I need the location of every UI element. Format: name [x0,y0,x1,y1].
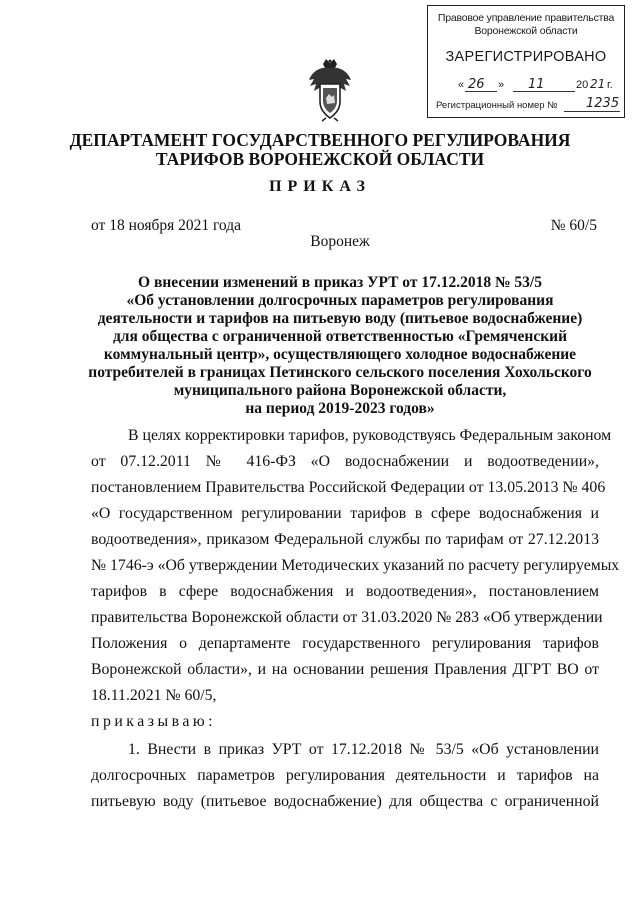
title-line: потребителей в границах Петинского сельского поселения Хохольского [88,364,592,381]
title-line: муниципального района Воронежской области, [173,382,507,399]
order-number: № 60/5 [550,217,597,234]
item-line: питьевую воду (питьевое водоснабжение) для общества с ограниченной [91,793,599,810]
department-name-line-1: ДЕПАРТАМЕНТ ГОСУДАРСТВЕННОГО РЕГУЛИРОВАНИЯ [69,130,571,150]
item-line: долгосрочных параметров регулирования деятельности и тарифов на [91,767,599,784]
order-city: Воронеж [310,233,370,250]
stamp-year-prefix: 20 [576,79,589,91]
stamp-reg-number-row [436,96,621,114]
body-line: Воронежской области», и на основании решения Правления ДГРТ ВО от [91,661,599,678]
order-date: от 18 ноября 2021 года [91,217,242,234]
stamp-reg-number-label: Регистрационный номер № [436,100,558,111]
body-line: постановлением Правительства Российской Федерации от 13.05.2013 № 406 [91,479,606,496]
body-line: В целях корректировки тарифов, руководствуясь Федеральным законом [128,427,612,444]
stamp-date: « 26 » 11 20 21 г. [458,77,613,92]
department-name-line-2: ТАРИФОВ ВОРОНЕЖСКОЙ ОБЛАСТИ [155,149,485,169]
title-line: «Об установлении долгосрочных параметров регулирования [126,292,554,309]
body-line: правительства Воронежской области от 31.03.2020 № 283 «Об утверждении [91,609,603,626]
order-word: приказываю: [91,713,217,730]
stamp-day: 26 [468,77,485,92]
stamp-month: 11 [528,77,545,92]
body-line: водоотведения», приказом Федеральной службы по тарифам от 27.12.2013 [91,531,599,548]
body-line: тарифов в сфере водоснабжения и водоотведения», постановлением [91,583,599,600]
body-line: «О государственном регулировании тарифов в сфере водоснабжения и [91,505,599,522]
coat-of-arms-emblem [306,58,354,122]
stamp-org-line-2: Воронежской области [474,25,578,37]
stamp-org-line-1: Правовое управление правительства [437,12,615,24]
document-type: ПРИКАЗ [269,178,371,195]
stamp-registered-label: ЗАРЕГИСТРИРОВАНО [445,49,607,65]
stamp-organization [428,12,624,38]
body-line: 18.11.2021 № 60/5, [91,687,217,704]
title-line: для общества с ограниченной ответственностью «Гремяченский [112,328,568,345]
registration-stamp [427,5,625,118]
stamp-reg-number: 1235 [586,96,620,111]
body-line: от 07.12.2011 № 416-ФЗ «О водоснабжении и водоотведении», [91,453,599,470]
item-line: 1. Внести в приказ УРТ от 17.12.2018 № 53/5 «Об установлении [128,741,599,758]
body-line: Положения о департаменте государственного регулирования тарифов [91,635,599,652]
title-line: коммунальный центр», осуществляющего холодное водоснабжение [103,346,577,363]
stamp-year-suffix: 21 [590,77,606,91]
title-line: деятельности и тарифов на питьевую воду (питьевое водоснабжение) [97,310,583,327]
body-line: № 1746-э «Об утверждении Методических указаний по расчету регулируемых [91,557,620,574]
title-line: на период 2019-2023 годов» [245,400,435,417]
title-line: О внесении изменений в приказ УРТ от 17.12.2018 № 53/5 [138,274,542,291]
